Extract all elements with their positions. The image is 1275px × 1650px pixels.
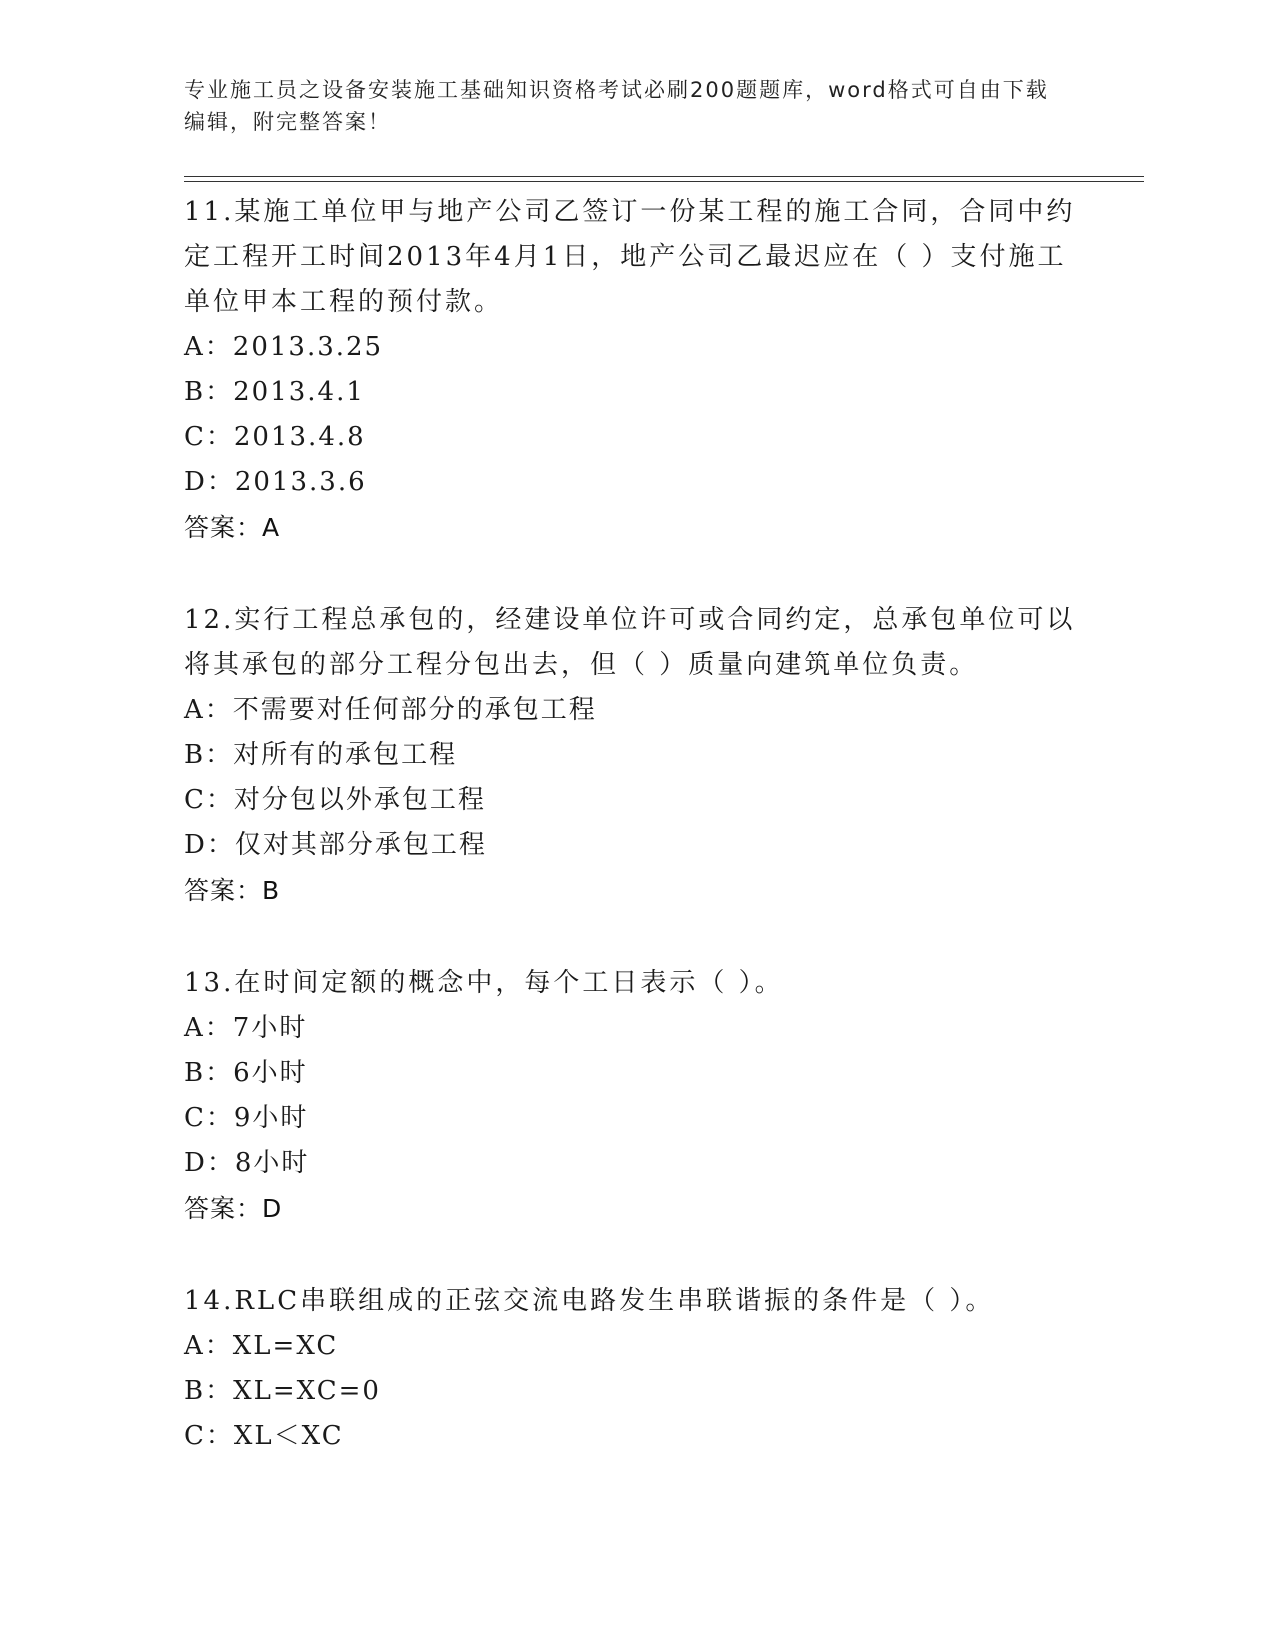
option-a: A：XL=XC (184, 1331, 339, 1361)
option-a: A：不需要对任何部分的承包工程 (184, 695, 597, 725)
question-13 (184, 961, 1084, 1231)
header-divider-bottom (184, 181, 1144, 182)
option-a: A：7小时 (184, 1013, 308, 1043)
question-text: 13.在时间定额的概念中，每个工日表示（ ）。 (184, 968, 784, 998)
question-list (184, 190, 1084, 1507)
option-d: D：仅对其部分承包工程 (184, 830, 487, 860)
option-b: B：6小时 (184, 1058, 308, 1088)
option-b: B：对所有的承包工程 (184, 740, 458, 770)
question-text: 14.RLC串联组成的正弦交流电路发生串联谐振的条件是（ ）。 (184, 1286, 995, 1316)
option-c: C：9小时 (184, 1103, 309, 1133)
answer: 答案：D (184, 1194, 283, 1223)
option-b: B：2013.4.1 (184, 377, 365, 407)
question-11 (184, 190, 1084, 550)
option-a: A：2013.3.25 (184, 332, 384, 362)
option-c: C：对分包以外承包工程 (184, 785, 486, 815)
option-d: D：2013.3.6 (184, 467, 367, 497)
answer: 答案：B (184, 876, 281, 905)
option-c: C：2013.4.8 (184, 422, 366, 452)
header-divider-top (184, 176, 1144, 177)
question-text: 11.某施工单位甲与地产公司乙签订一份某工程的施工合同，合同中约定工程开工时间2013年4月1日，地产公司乙最迟应在（ ）支付施工单位甲本工程的预付款。 (184, 197, 1076, 317)
option-d: D：8小时 (184, 1148, 310, 1178)
option-c: C：XL＜XC (184, 1421, 344, 1451)
question-text: 12.实行工程总承包的，经建设单位许可或合同约定，总承包单位可以将其承包的部分工程分包出去，但（ ）质量向建筑单位负责。 (184, 605, 1076, 680)
answer: 答案：A (184, 513, 281, 542)
option-b: B：XL=XC=0 (184, 1376, 381, 1406)
question-12 (184, 598, 1084, 913)
document-header: 专业施工员之设备安装施工基础知识资格考试必刷200题题库，word格式可自由下载编辑，附完整答案！ (184, 78, 1049, 134)
question-14 (184, 1279, 1084, 1459)
